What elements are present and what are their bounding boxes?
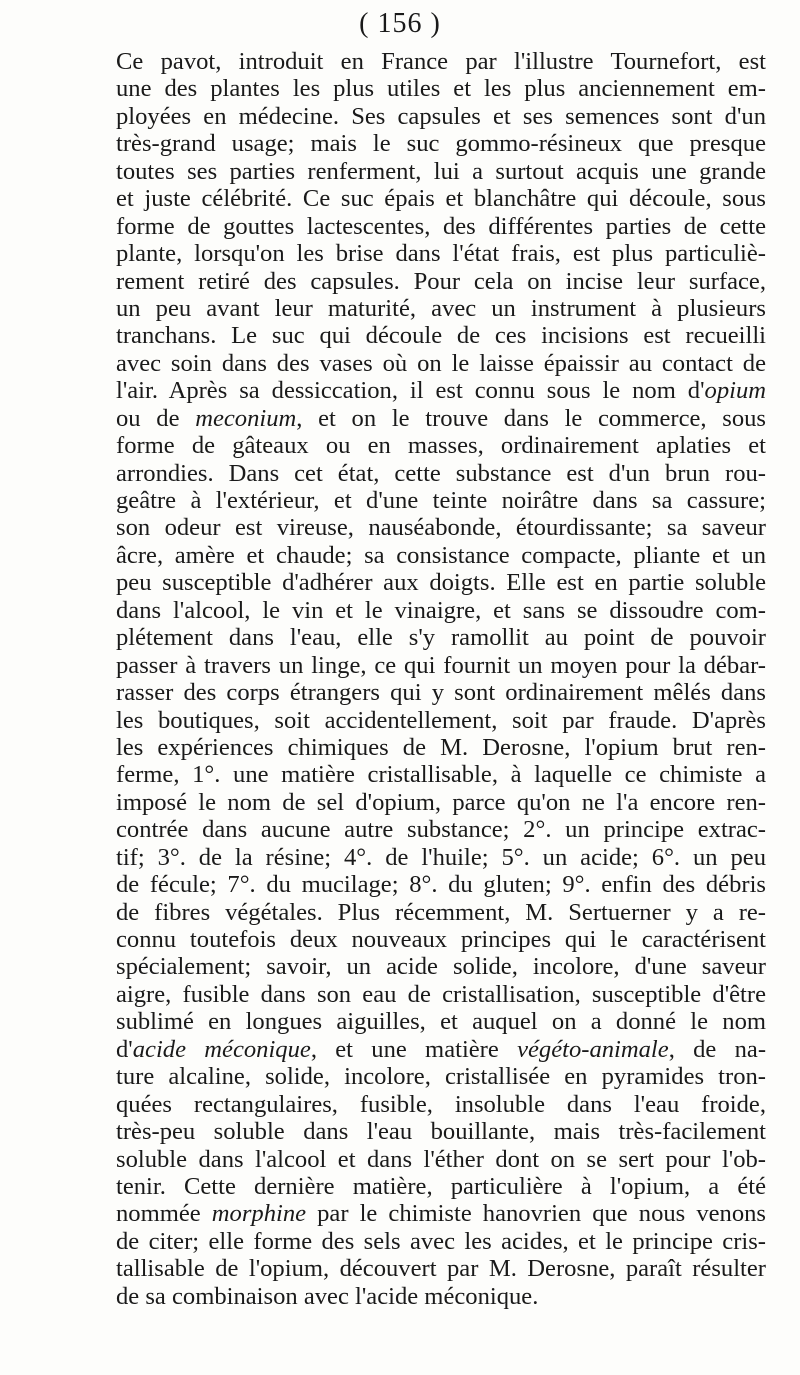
line-text: les boutiques, soit accidentellement, soit par fraude. D'après <box>116 706 766 734</box>
line-text: les expériences chimiques de M. Derosne, l'opium brut ren- <box>116 733 766 761</box>
line-text: tallisable de l'opium, découvert par M. Derosne, paraît résulter <box>116 1255 766 1283</box>
text-line <box>116 130 766 157</box>
line-text: ployées en médecine. Ses capsules et ses semences sont d'un <box>116 102 766 130</box>
line-text: rement retiré des capsules. Pour cela on incise leur surface, <box>116 267 766 295</box>
text-line <box>116 377 766 404</box>
text-line <box>116 789 766 816</box>
text-line <box>116 1146 766 1173</box>
line-text: spécialement; savoir, un acide solide, incolore, d'une saveur <box>116 953 766 981</box>
line-text: soluble dans l'alcool et dans l'éther dont on se sert pour l'ob- <box>116 1145 766 1173</box>
line-text: un peu avant leur maturité, avec un instrument à plusieurs <box>116 294 766 322</box>
text-line <box>116 1091 766 1118</box>
line-text: plétement dans l'eau, elle s'y ramollit au point de pouvoir <box>116 624 766 652</box>
line-text: sublimé en longues aiguilles, et auquel on a donné le nom <box>116 1008 766 1036</box>
text-line <box>116 158 766 185</box>
text-line <box>116 844 766 871</box>
line-text: quées rectangulaires, fusible, insoluble dans l'eau froide, <box>116 1090 766 1118</box>
line-text: une des plantes les plus utiles et les plus anciennement em- <box>116 75 766 103</box>
text-line <box>116 1200 766 1227</box>
text-line <box>116 350 766 377</box>
text-line <box>116 926 766 953</box>
text-line <box>116 1283 766 1310</box>
line-text: de fibres végétales. Plus récemment, M. Sertuerner y a re- <box>116 898 766 926</box>
line-text: aigre, fusible dans son eau de cristallisation, susceptible d'être <box>116 980 766 1008</box>
body-paragraph <box>116 48 766 1310</box>
line-text: âcre, amère et chaude; sa consistance compacte, pliante et un <box>116 541 766 569</box>
text-line <box>116 405 766 432</box>
text-line <box>116 432 766 459</box>
line-text: très-grand usage; mais le suc gommo-résineux que presque <box>116 130 766 158</box>
text-line <box>116 1255 766 1282</box>
line-text: arrondies. Dans cet état, cette substance est d'un brun rou- <box>116 459 766 487</box>
text-line <box>116 981 766 1008</box>
line-text: l'air. Après sa dessiccation, il est connu sous le nom d' <box>116 377 705 405</box>
line-text: de sa combinaison avec l'acide méconique. <box>116 1282 539 1310</box>
line-text: de fécule; 7°. du mucilage; 8°. du gluten; 9°. enfin des débris <box>116 871 766 899</box>
line-text: ture alcaline, solide, incolore, cristallisée en pyramides tron- <box>116 1063 766 1091</box>
page-number: ( 156 ) <box>359 8 441 39</box>
text-line <box>116 871 766 898</box>
line-text: forme de gâteaux ou en masses, ordinairement aplaties et <box>116 432 766 460</box>
text-line <box>116 1063 766 1090</box>
line-text: nommée <box>116 1200 212 1228</box>
text-line <box>116 487 766 514</box>
text-line <box>116 1173 766 1200</box>
line-text: contrée dans aucune autre substance; 2°. un principe extrac- <box>116 816 766 844</box>
line-text: plante, lorsqu'on les brise dans l'état frais, est plus particuliè- <box>116 240 766 268</box>
italic-term: opium <box>704 377 766 405</box>
italic-term: morphine <box>211 1200 307 1228</box>
text-line <box>116 679 766 706</box>
text-line <box>116 514 766 541</box>
text-line <box>116 652 766 679</box>
line-text: peu susceptible d'adhérer aux doigts. Elle est en partie soluble <box>116 569 766 597</box>
line-text: très-peu soluble dans l'eau bouillante, mais très-facilement <box>116 1118 766 1146</box>
line-text: dans l'alcool, le vin et le vinaigre, et sans se dissoudre com- <box>116 596 766 624</box>
text-line <box>116 460 766 487</box>
line-text: tenir. Cette dernière matière, particulière à l'opium, a été <box>116 1172 766 1200</box>
text-line <box>116 268 766 295</box>
text-line <box>116 707 766 734</box>
line-text: par le chimiste hanovrien que nous venons <box>306 1200 766 1228</box>
text-line <box>116 542 766 569</box>
text-line <box>116 624 766 651</box>
line-text: connu toutefois deux nouveaux principes qui le caractérisent <box>116 926 766 953</box>
line-text: , de na- <box>668 1035 767 1063</box>
line-text: de citer; elle forme des sels avec les acides, et le principe cris- <box>116 1227 766 1255</box>
line-text: tif; 3°. de la résine; 4°. de l'huile; 5°. un acide; 6°. un peu <box>116 843 766 871</box>
line-text: avec soin dans des vases où on le laisse épaissir au contact de <box>116 349 766 377</box>
line-text: Ce pavot, introduit en France par l'illustre Tournefort, est <box>116 48 766 75</box>
line-text: tranchans. Le suc qui découle de ces incisions est recueilli <box>116 322 766 350</box>
line-text: forme de gouttes lactescentes, des différentes parties de cette <box>116 212 766 240</box>
italic-term: acide méconique <box>132 1035 311 1063</box>
text-line <box>116 761 766 788</box>
italic-term: meconium <box>195 404 297 432</box>
line-text: imposé le nom de sel d'opium, parce qu'on ne l'a encore ren- <box>116 788 766 816</box>
text-line <box>116 899 766 926</box>
text-line <box>116 295 766 322</box>
text-line <box>116 1118 766 1145</box>
text-line <box>116 48 766 75</box>
text-line <box>116 1008 766 1035</box>
text-line <box>116 103 766 130</box>
line-text: rasser des corps étrangers qui y sont ordinairement mêlés dans <box>116 679 766 707</box>
line-text: d' <box>116 1035 133 1063</box>
text-line <box>116 569 766 596</box>
text-line <box>116 213 766 240</box>
text-line <box>116 1036 766 1063</box>
line-text: , et on le trouve dans le commerce, sous <box>296 404 766 432</box>
line-text: et juste célébrité. Ce suc épais et blanchâtre qui découle, sous <box>116 185 766 213</box>
text-line <box>116 240 766 267</box>
text-line <box>116 597 766 624</box>
italic-term: végéto-animale <box>517 1035 669 1063</box>
line-text: geâtre à l'extérieur, et d'une teinte noirâtre dans sa cassure; <box>116 487 766 514</box>
text-line <box>116 734 766 761</box>
line-text: ou de <box>116 404 196 432</box>
text-line <box>116 322 766 349</box>
text-line <box>116 75 766 102</box>
line-text: passer à travers un linge, ce qui fournit un moyen pour la débar- <box>116 651 766 679</box>
text-line <box>116 1228 766 1255</box>
line-text: ferme, 1°. une matière cristallisable, à laquelle ce chimiste a <box>116 761 766 789</box>
text-line <box>116 185 766 212</box>
text-line <box>116 953 766 980</box>
line-text: son odeur est vireuse, nauséabonde, étourdissante; sa saveur <box>116 514 766 542</box>
line-text: , et une matière <box>310 1035 518 1063</box>
line-text: toutes ses parties renferment, lui a surtout acquis une grande <box>116 157 766 185</box>
text-line <box>116 816 766 843</box>
